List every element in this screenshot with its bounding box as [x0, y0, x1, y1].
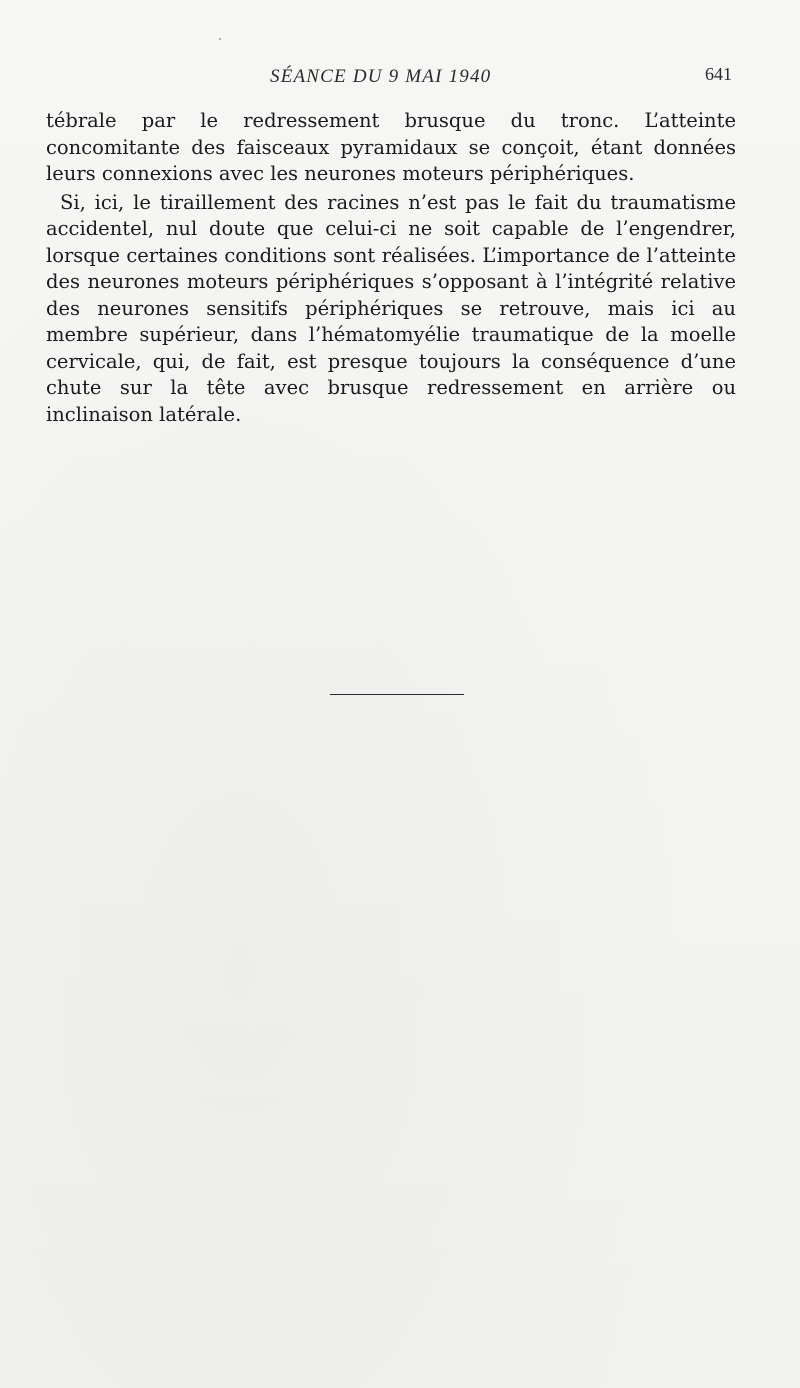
- body-text: [46, 108, 736, 428]
- paragraph-1: tébrale par le redressement brusque du tronc. L’atteinte concomitante des faisceaux pyramidaux se conçoit, étant données leurs connexions avec les neurones moteurs périphériques.: [46, 109, 736, 185]
- paragraph-2: Si, ici, le tiraillement des racines n’est pas le fait du traumatisme accidentel, nul doute que celui-ci ne soit capable de l’engendrer, lorsque certaines conditions sont réalisées. L’importance de l’atteinte des neurones moteurs périphériques s’opposant à l’intégrité relative des neurones sensitifs périphériques se retrouve, mais ici au membre supérieur, dans l’hématomyélie traumatique de la moelle cervicale, qui, de fait, est presque toujours la conséquence d’une chute sur la tête avec brusque redressement en arrière ou inclinaison latérale.: [46, 190, 736, 426]
- page-number: 641: [705, 64, 732, 84]
- running-title: SÉANCE DU 9 MAI 1940: [270, 66, 492, 87]
- section-end-rule: [330, 694, 464, 695]
- paper-speck: [219, 38, 221, 40]
